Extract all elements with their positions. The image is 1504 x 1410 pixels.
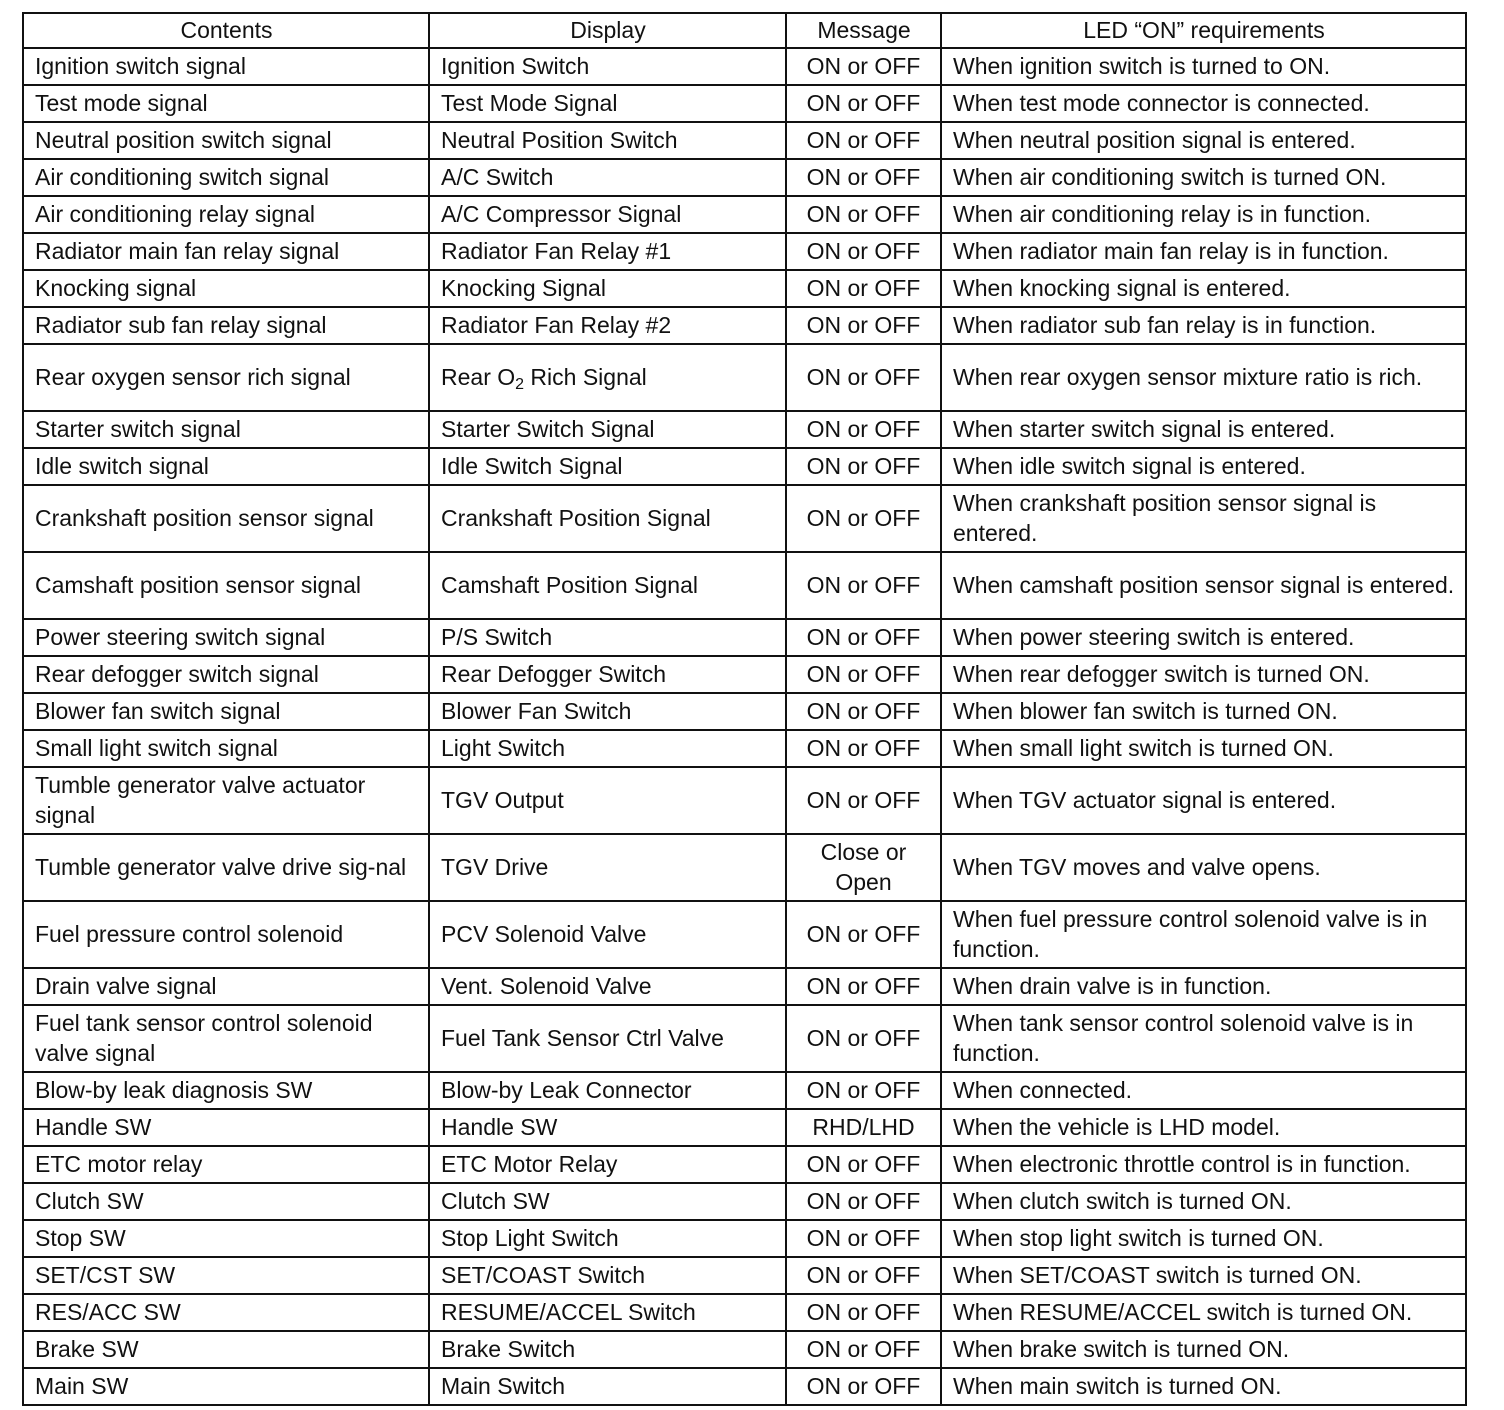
cell-display: Brake Switch bbox=[429, 1331, 786, 1368]
cell-contents: Crankshaft position sensor signal bbox=[23, 485, 429, 552]
table-row bbox=[23, 1005, 1466, 1072]
cell-display: Blower Fan Switch bbox=[429, 693, 786, 730]
cell-message: ON or OFF bbox=[786, 485, 941, 552]
cell-display: Fuel Tank Sensor Ctrl Valve bbox=[429, 1005, 786, 1072]
cell-contents: Blow-by leak diagnosis SW bbox=[23, 1072, 429, 1109]
cell-display: Crankshaft Position Signal bbox=[429, 485, 786, 552]
display-text: Rear O bbox=[441, 364, 516, 390]
cell-led: When crankshaft position sensor signal is entered. bbox=[941, 485, 1466, 552]
cell-display: Radiator Fan Relay #1 bbox=[429, 233, 786, 270]
cell-message: ON or OFF bbox=[786, 1005, 941, 1072]
cell-led: When drain valve is in function. bbox=[941, 968, 1466, 1005]
header-led-requirements: LED “ON” requirements bbox=[941, 13, 1466, 48]
cell-display: Light Switch bbox=[429, 730, 786, 767]
cell-led: When clutch switch is turned ON. bbox=[941, 1183, 1466, 1220]
cell-led: When rear oxygen sensor mixture ratio is rich. bbox=[941, 344, 1466, 411]
cell-message: Close or Open bbox=[786, 834, 941, 901]
cell-contents: Air conditioning relay signal bbox=[23, 196, 429, 233]
cell-contents: Clutch SW bbox=[23, 1183, 429, 1220]
cell-contents: ETC motor relay bbox=[23, 1146, 429, 1183]
cell-contents: Air conditioning switch signal bbox=[23, 159, 429, 196]
cell-contents: Neutral position switch signal bbox=[23, 122, 429, 159]
cell-message: ON or OFF bbox=[786, 1072, 941, 1109]
cell-contents: Test mode signal bbox=[23, 85, 429, 122]
cell-message: ON or OFF bbox=[786, 448, 941, 485]
cell-message: ON or OFF bbox=[786, 1146, 941, 1183]
table-row bbox=[23, 1331, 1466, 1368]
cell-led: When SET/COAST switch is turned ON. bbox=[941, 1257, 1466, 1294]
cell-led: When power steering switch is entered. bbox=[941, 619, 1466, 656]
table-row bbox=[23, 1220, 1466, 1257]
cell-message: ON or OFF bbox=[786, 619, 941, 656]
header-display: Display bbox=[429, 13, 786, 48]
cell-message: ON or OFF bbox=[786, 968, 941, 1005]
cell-contents: Knocking signal bbox=[23, 270, 429, 307]
cell-led: When test mode connector is connected. bbox=[941, 85, 1466, 122]
cell-display: TGV Output bbox=[429, 767, 786, 834]
cell-contents: Fuel tank sensor control solenoid valve signal bbox=[23, 1005, 429, 1072]
table-row bbox=[23, 1368, 1466, 1405]
subscript-text: 2 bbox=[515, 376, 525, 393]
cell-display: Camshaft Position Signal bbox=[429, 552, 786, 619]
table-row bbox=[23, 730, 1466, 767]
cell-contents: Rear oxygen sensor rich signal bbox=[23, 344, 429, 411]
cell-contents: Tumble generator valve drive sig-nal bbox=[23, 834, 429, 901]
cell-contents: Stop SW bbox=[23, 1220, 429, 1257]
cell-message: ON or OFF bbox=[786, 270, 941, 307]
cell-message: ON or OFF bbox=[786, 656, 941, 693]
cell-display: Vent. Solenoid Valve bbox=[429, 968, 786, 1005]
cell-led: When neutral position signal is entered. bbox=[941, 122, 1466, 159]
cell-message: ON or OFF bbox=[786, 85, 941, 122]
cell-display: Stop Light Switch bbox=[429, 1220, 786, 1257]
cell-led: When camshaft position sensor signal is entered. bbox=[941, 552, 1466, 619]
cell-display: Knocking Signal bbox=[429, 270, 786, 307]
cell-led: When connected. bbox=[941, 1072, 1466, 1109]
table-row bbox=[23, 767, 1466, 834]
cell-contents: RES/ACC SW bbox=[23, 1294, 429, 1331]
cell-contents: Drain valve signal bbox=[23, 968, 429, 1005]
cell-contents: Small light switch signal bbox=[23, 730, 429, 767]
cell-message: ON or OFF bbox=[786, 767, 941, 834]
cell-led: When rear defogger switch is turned ON. bbox=[941, 656, 1466, 693]
cell-contents: Starter switch signal bbox=[23, 411, 429, 448]
table-row bbox=[23, 344, 1466, 411]
cell-message: ON or OFF bbox=[786, 122, 941, 159]
cell-led: When stop light switch is turned ON. bbox=[941, 1220, 1466, 1257]
table-row bbox=[23, 85, 1466, 122]
cell-display: P/S Switch bbox=[429, 619, 786, 656]
cell-display: Idle Switch Signal bbox=[429, 448, 786, 485]
cell-led: When radiator main fan relay is in function. bbox=[941, 233, 1466, 270]
cell-led: When tank sensor control solenoid valve is in function. bbox=[941, 1005, 1466, 1072]
cell-led: When the vehicle is LHD model. bbox=[941, 1109, 1466, 1146]
cell-led: When blower fan switch is turned ON. bbox=[941, 693, 1466, 730]
table-row bbox=[23, 1257, 1466, 1294]
cell-led: When electronic throttle control is in function. bbox=[941, 1146, 1466, 1183]
cell-contents: Radiator sub fan relay signal bbox=[23, 307, 429, 344]
cell-message: ON or OFF bbox=[786, 693, 941, 730]
cell-contents: Rear defogger switch signal bbox=[23, 656, 429, 693]
cell-display: Ignition Switch bbox=[429, 48, 786, 85]
cell-message: ON or OFF bbox=[786, 233, 941, 270]
table-row bbox=[23, 233, 1466, 270]
table-row bbox=[23, 1109, 1466, 1146]
table-row bbox=[23, 834, 1466, 901]
cell-message: ON or OFF bbox=[786, 1368, 941, 1405]
table-row bbox=[23, 619, 1466, 656]
cell-contents: Fuel pressure control solenoid bbox=[23, 901, 429, 968]
cell-contents: SET/CST SW bbox=[23, 1257, 429, 1294]
led-requirements-table bbox=[22, 12, 1467, 1406]
cell-display: SET/COAST Switch bbox=[429, 1257, 786, 1294]
header-contents: Contents bbox=[23, 13, 429, 48]
cell-led: When air conditioning relay is in function. bbox=[941, 196, 1466, 233]
table-row bbox=[23, 1183, 1466, 1220]
table-row bbox=[23, 196, 1466, 233]
cell-message: ON or OFF bbox=[786, 1294, 941, 1331]
cell-led: When small light switch is turned ON. bbox=[941, 730, 1466, 767]
cell-contents: Power steering switch signal bbox=[23, 619, 429, 656]
table-row bbox=[23, 48, 1466, 85]
cell-message: ON or OFF bbox=[786, 159, 941, 196]
cell-led: When radiator sub fan relay is in function. bbox=[941, 307, 1466, 344]
cell-contents: Brake SW bbox=[23, 1331, 429, 1368]
cell-contents: Camshaft position sensor signal bbox=[23, 552, 429, 619]
cell-display: Starter Switch Signal bbox=[429, 411, 786, 448]
header-row bbox=[23, 13, 1466, 48]
cell-message: ON or OFF bbox=[786, 552, 941, 619]
cell-display: Radiator Fan Relay #2 bbox=[429, 307, 786, 344]
table-row bbox=[23, 122, 1466, 159]
table-row bbox=[23, 693, 1466, 730]
cell-message: ON or OFF bbox=[786, 1183, 941, 1220]
cell-message: ON or OFF bbox=[786, 196, 941, 233]
cell-display: Clutch SW bbox=[429, 1183, 786, 1220]
cell-display: RESUME/ACCEL Switch bbox=[429, 1294, 786, 1331]
cell-display bbox=[429, 344, 786, 411]
table-row bbox=[23, 656, 1466, 693]
cell-display: ETC Motor Relay bbox=[429, 1146, 786, 1183]
cell-contents: Ignition switch signal bbox=[23, 48, 429, 85]
cell-contents: Idle switch signal bbox=[23, 448, 429, 485]
cell-led: When knocking signal is entered. bbox=[941, 270, 1466, 307]
cell-display: TGV Drive bbox=[429, 834, 786, 901]
table-row bbox=[23, 1072, 1466, 1109]
cell-message: ON or OFF bbox=[786, 1257, 941, 1294]
cell-display: A/C Switch bbox=[429, 159, 786, 196]
cell-contents: Main SW bbox=[23, 1368, 429, 1405]
cell-display: Rear Defogger Switch bbox=[429, 656, 786, 693]
cell-message: ON or OFF bbox=[786, 901, 941, 968]
cell-message: ON or OFF bbox=[786, 730, 941, 767]
cell-message: ON or OFF bbox=[786, 307, 941, 344]
cell-display: Blow-by Leak Connector bbox=[429, 1072, 786, 1109]
cell-contents: Handle SW bbox=[23, 1109, 429, 1146]
table-row bbox=[23, 968, 1466, 1005]
table-row bbox=[23, 485, 1466, 552]
cell-led: When RESUME/ACCEL switch is turned ON. bbox=[941, 1294, 1466, 1331]
cell-led: When air conditioning switch is turned ON. bbox=[941, 159, 1466, 196]
table-row bbox=[23, 411, 1466, 448]
cell-display: Neutral Position Switch bbox=[429, 122, 786, 159]
cell-led: When TGV moves and valve opens. bbox=[941, 834, 1466, 901]
cell-message: ON or OFF bbox=[786, 411, 941, 448]
cell-message: ON or OFF bbox=[786, 1220, 941, 1257]
cell-contents: Radiator main fan relay signal bbox=[23, 233, 429, 270]
cell-message: ON or OFF bbox=[786, 48, 941, 85]
cell-message: ON or OFF bbox=[786, 1331, 941, 1368]
cell-display: Handle SW bbox=[429, 1109, 786, 1146]
table-row bbox=[23, 552, 1466, 619]
table-row bbox=[23, 1294, 1466, 1331]
cell-led: When fuel pressure control solenoid valve is in function. bbox=[941, 901, 1466, 968]
cell-led: When brake switch is turned ON. bbox=[941, 1331, 1466, 1368]
table-row bbox=[23, 270, 1466, 307]
cell-led: When starter switch signal is entered. bbox=[941, 411, 1466, 448]
cell-message: RHD/LHD bbox=[786, 1109, 941, 1146]
cell-led: When ignition switch is turned to ON. bbox=[941, 48, 1466, 85]
cell-led: When TGV actuator signal is entered. bbox=[941, 767, 1466, 834]
cell-message: ON or OFF bbox=[786, 344, 941, 411]
table-row bbox=[23, 307, 1466, 344]
table-row bbox=[23, 1146, 1466, 1183]
cell-contents: Tumble generator valve actuator signal bbox=[23, 767, 429, 834]
cell-display: A/C Compressor Signal bbox=[429, 196, 786, 233]
cell-display: Test Mode Signal bbox=[429, 85, 786, 122]
cell-display: Main Switch bbox=[429, 1368, 786, 1405]
table-row bbox=[23, 159, 1466, 196]
cell-contents: Blower fan switch signal bbox=[23, 693, 429, 730]
table-row bbox=[23, 448, 1466, 485]
header-message: Message bbox=[786, 13, 941, 48]
display-text: Rich Signal bbox=[524, 364, 647, 390]
cell-display: PCV Solenoid Valve bbox=[429, 901, 786, 968]
cell-led: When main switch is turned ON. bbox=[941, 1368, 1466, 1405]
cell-led: When idle switch signal is entered. bbox=[941, 448, 1466, 485]
table-row bbox=[23, 901, 1466, 968]
